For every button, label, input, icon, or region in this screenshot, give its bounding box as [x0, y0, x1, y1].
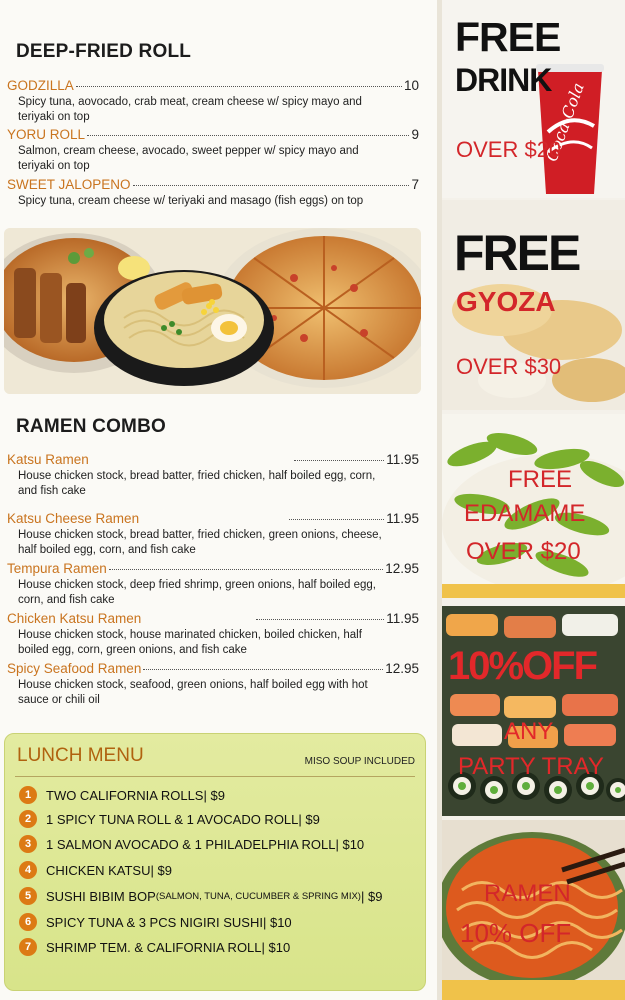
gyoza-line3: OVER $30: [456, 354, 562, 379]
lunch-item-number: 1: [19, 786, 37, 804]
lunch-item-price: | $9: [203, 787, 225, 803]
lunch-item-price: | $9: [360, 888, 383, 904]
promo-ramen-discount: [442, 820, 625, 1000]
ramen-promo-line2: 10% OFF: [460, 918, 572, 948]
lunch-item-price: | $9: [150, 862, 172, 878]
edamame-line2: EDAMAME: [464, 500, 586, 527]
lunch-divider: [15, 776, 415, 777]
ramen-and-roll-illustration: [4, 228, 421, 394]
food-photo: [4, 228, 421, 394]
lunch-item-text: SPICY TUNA & 3 PCS NIGIRI SUSHI: [46, 914, 263, 930]
miso-soup-note: MISO SOUP INCLUDED: [304, 756, 415, 767]
item-description: House chicken stock, house marinated chicken, boiled chicken, half boiled egg, corn, green onions, and fish cake: [18, 629, 362, 656]
lunch-item: [19, 913, 292, 931]
drink-line2: DRINK: [455, 62, 552, 98]
item-name: Chicken Katsu Ramen: [7, 611, 142, 626]
item-description: House chicken stock, deep fried shrimp, green onions, half boiled egg, corn, and fish cake: [18, 579, 376, 606]
lunch-item: [19, 810, 320, 828]
lunch-menu-box: [4, 733, 426, 991]
lunch-item-text: TWO CALIFORNIA ROLLS: [46, 787, 204, 803]
item-description: Spicy tuna, cream cheese w/ teriyaki and masago (fish eggs) on top: [18, 195, 364, 207]
item-price: 7: [411, 177, 419, 192]
promo-party-tray: [442, 606, 625, 816]
item-price: 10: [403, 78, 419, 93]
sushi-tray-image: [442, 606, 625, 816]
promo-column: [442, 0, 625, 1000]
deep-fried-roll-title: DEEP-FRIED ROLL: [16, 41, 192, 62]
item-description: Spicy tuna, aovocado, crab meat, cream cheese w/ spicy mayo and teriyaki on top: [18, 96, 362, 123]
party-line3: PARTY TRAY: [458, 753, 604, 780]
lunch-item-number: 3: [19, 835, 37, 853]
lunch-item-number: 5: [19, 887, 37, 905]
item-name: SWEET JALOPENO: [7, 177, 131, 192]
edamame-line1: FREE: [508, 466, 573, 493]
menu-item-tempura-ramen: [7, 561, 419, 608]
lunch-item-price: | $10: [262, 914, 292, 930]
ramen-bowl-image: [442, 820, 625, 1000]
item-description: House chicken stock, seafood, green onions, half boiled egg with hot sauce or chili oil: [18, 679, 368, 706]
menu-item-sweet-jalopeno: [7, 177, 419, 209]
menu-item-katsu-cheese-ramen: [7, 511, 419, 558]
promo-free-drink: [442, 0, 625, 198]
lunch-menu-title: LUNCH MENU: [17, 745, 144, 766]
item-price: 11.95: [386, 452, 419, 467]
gyoza-line1: FREE: [454, 225, 580, 281]
lunch-item: [19, 861, 172, 879]
lunch-item-price: | $9: [298, 811, 320, 827]
item-name: YORU ROLL: [7, 127, 86, 142]
lunch-item-number: 6: [19, 913, 37, 931]
item-name: Tempura Ramen: [7, 561, 107, 576]
party-line2: ANY: [504, 718, 554, 745]
lunch-item: [19, 835, 364, 853]
item-description: House chicken stock, bread batter, fried chicken, green onions, cheese, half boiled egg, corn, and fish cake: [18, 529, 382, 556]
item-description: Salmon, cream cheese, avocado, sweet pepper w/ spicy mayo and teriyaki on top: [18, 145, 359, 172]
item-name: Spicy Seafood Ramen: [7, 661, 142, 676]
lunch-item-number: 4: [19, 861, 37, 879]
item-description: House chicken stock, bread batter, fried chicken, half boiled egg, corn, and fish cake: [18, 470, 376, 497]
item-price: 12.95: [385, 561, 419, 576]
gyoza-line2: GYOZA: [456, 286, 556, 317]
menu-item-yoru-roll: [7, 127, 419, 174]
lunch-item-extra: (SALMON, TUNA, CUCUMBER & SPRING MIX): [155, 890, 361, 902]
lunch-item: [19, 786, 225, 804]
item-price: 11.95: [386, 611, 419, 626]
item-price: 9: [411, 127, 419, 142]
lunch-item-text: SHRIMP TEM. & CALIFORNIA ROLL: [46, 939, 262, 955]
lunch-item-text: CHICKEN KATSU: [46, 862, 151, 878]
lunch-item-price: | $10: [335, 836, 365, 852]
item-name: Katsu Cheese Ramen: [7, 511, 140, 526]
lunch-item: [19, 938, 290, 956]
promo-free-gyoza: [442, 200, 625, 410]
cup-brand-text: Coca-Cola: [541, 80, 588, 165]
lunch-item-text: SUSHI BIBIM BOP: [46, 888, 156, 904]
ramen-promo-line1: RAMEN: [484, 880, 571, 907]
lunch-item-price: | $10: [261, 939, 291, 955]
lunch-item-text: 1 SPICY TUNA ROLL & 1 AVOCADO ROLL: [46, 811, 299, 827]
item-name: Katsu Ramen: [7, 452, 89, 467]
item-price: 11.95: [386, 511, 419, 526]
item-name: GODZILLA: [7, 78, 74, 93]
party-line1: 10%OFF: [448, 644, 597, 688]
edamame-line3: OVER $20: [466, 538, 581, 565]
item-price: 12.95: [385, 661, 419, 676]
menu-item-godzilla: [7, 78, 419, 125]
drink-line1: FREE: [455, 14, 561, 60]
lunch-item: [19, 887, 382, 905]
lunch-item-text: 1 SALMON AVOCADO & 1 PHILADELPHIA ROLL: [46, 836, 336, 852]
drink-line3: OVER $20: [456, 137, 562, 162]
ramen-combo-title: RAMEN COMBO: [16, 416, 166, 437]
menu-item-spicy-seafood-ramen: [7, 661, 419, 708]
menu-item-katsu-ramen: [7, 452, 419, 499]
lunch-item-number: 2: [19, 810, 37, 828]
lunch-item-number: 7: [19, 938, 37, 956]
menu-item-chicken-katsu-ramen: [7, 611, 419, 658]
promo-free-edamame: [442, 414, 625, 598]
